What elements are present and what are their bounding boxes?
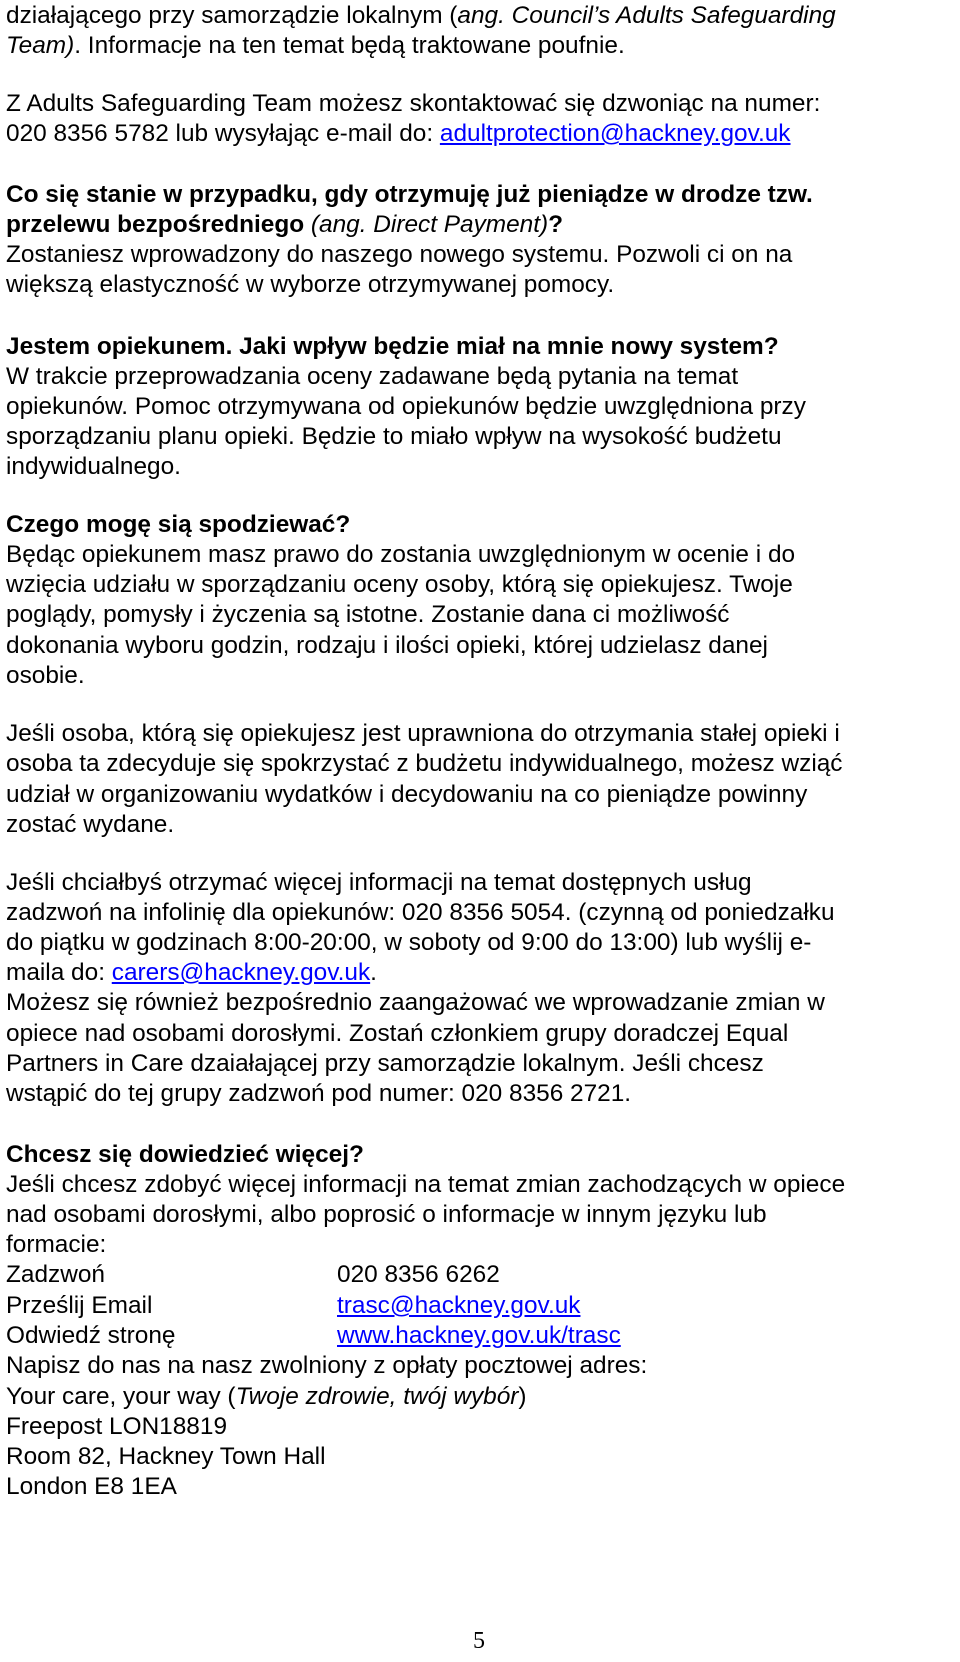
text-line [6, 1199, 767, 1230]
text-line [6, 718, 840, 749]
text: Możesz się również bezpośrednio zaangażować we wprowadzanie zmian w [6, 989, 825, 1016]
address-line [6, 1441, 325, 1472]
text: osobie. [6, 662, 85, 689]
text: Jeśli chcesz zdobyć więcej informacji na temat zmian zachodzących w opiece [6, 1171, 846, 1198]
text-line [6, 1350, 647, 1381]
text-italic: ang. Council’s Adults Safeguarding [457, 2, 836, 29]
text: maila do: [6, 959, 112, 986]
text-line [6, 451, 181, 482]
text-line [6, 1018, 788, 1049]
contact-row-web [6, 1320, 956, 1351]
text: do piątku w godzinach 8:00-20:00, w soboty od 9:00 do 13:00) lub wyślij e- [6, 929, 812, 956]
text: Your care, your way ( [6, 1383, 236, 1410]
contact-label: Odwiedź stronę [6, 1322, 176, 1349]
text: ) [518, 1383, 527, 1410]
text-line [6, 30, 625, 61]
adultprotection-email-link[interactable]: adultprotection@hackney.gov.uk [439, 120, 791, 147]
contact-label: Prześlij Email [6, 1292, 153, 1319]
section-heading [6, 1139, 364, 1170]
contact-label: Zadzwoń [6, 1261, 105, 1288]
text: opiece nad osobami dorosłymi. Zostań członkiem grupy doradczej Equal [6, 1020, 789, 1047]
text-italic: Twoje zdrowie, twój wybór [235, 1383, 519, 1410]
text-line [6, 630, 768, 661]
section-heading [6, 331, 779, 362]
section-heading [6, 179, 813, 210]
text: wstąpić do tej grupy zadzwoń pod numer: 020 8356 2721. [6, 1080, 632, 1107]
text: zadzwoń na infolinię dla opiekunów: 020 8356 5054. (czynną od poniedzałku [6, 899, 835, 926]
text: osoba ta zdecyduje się spokrzystać z budżetu indywidualnego, możesz wziąć [6, 750, 843, 777]
heading-text-italic: (ang. Direct Payment) [304, 211, 549, 238]
text-line [6, 0, 836, 31]
text: Będąc opiekunem masz prawo do zostania uwzględnionym w ocenie i do [6, 541, 796, 568]
text: opiekunów. Pomoc otrzymywana od opiekunów będzie uwzględniona przy [6, 393, 806, 420]
text-line [6, 1229, 106, 1260]
website-link[interactable]: www.hackney.gov.uk/trasc [337, 1322, 621, 1349]
address-line [6, 1471, 177, 1502]
text: Room 82, Hackney Town Hall [6, 1443, 326, 1470]
section-heading [6, 209, 563, 240]
text-line [6, 539, 795, 570]
text-line [6, 1048, 764, 1079]
text: nad osobami dorosłymi, albo poprosić o informacje w innym języku lub [6, 1201, 767, 1228]
text: Partners in Care dzaiałającej przy samorządzie lokalnym. Jeśli chcesz [6, 1050, 764, 1077]
heading-text: Jestem opiekunem. Jaki wpływ będzie miał na mnie nowy system? [6, 333, 779, 360]
section-heading [6, 509, 350, 540]
text-line [6, 867, 752, 898]
text-line [6, 809, 174, 840]
text-line [6, 927, 811, 958]
address-line [6, 1381, 527, 1412]
heading-text: ? [548, 211, 564, 238]
text-line [6, 1169, 845, 1200]
text-line [6, 569, 793, 600]
text: Z Adults Safeguarding Team możesz skontaktować się dzwoniąc na numer: [6, 90, 821, 117]
text-line [6, 599, 729, 630]
text-line [6, 897, 835, 928]
contact-row-email [6, 1290, 956, 1321]
heading-text: Co się stanie w przypadku, gdy otrzymuję już pieniądze w drodze tzw. [6, 181, 813, 208]
text: formacie: [6, 1231, 107, 1258]
text: zostać wydane. [6, 811, 175, 838]
text-line [6, 239, 792, 270]
text: udział w organizowaniu wydatków i decydowaniu na co pieniądze powinny [6, 781, 808, 808]
trasc-email-link[interactable]: trasc@hackney.gov.uk [337, 1292, 581, 1319]
text: Napisz do nas na nasz zwolniony z opłaty pocztowej adres: [6, 1352, 648, 1379]
text-line [6, 269, 614, 300]
text-line [6, 118, 791, 149]
text-line [6, 660, 85, 691]
text: działającego przy samorządzie lokalnym ( [6, 2, 458, 29]
carers-email-link[interactable]: carers@hackney.gov.uk [111, 959, 371, 986]
text: wzięcia udziału w sporządzaniu oceny osoby, którą się opiekujesz. Twoje [6, 571, 793, 598]
text-line [6, 748, 843, 779]
text-line [6, 88, 820, 119]
text-line [6, 957, 377, 988]
text: W trakcie przeprowadzania oceny zadawane będą pytania na temat [6, 363, 739, 390]
text: indywidualnego. [6, 453, 181, 480]
text: większą elastyczność w wyborze otrzymywanej pomocy. [6, 271, 615, 298]
text: Jeśli chciałbyś otrzymać więcej informacji na temat dostępnych usług [6, 869, 752, 896]
contact-phone: 020 8356 6262 [337, 1261, 500, 1288]
heading-text: przelewu bezpośredniego [6, 211, 305, 238]
text: . Informacje na ten temat będą traktowane poufnie. [74, 32, 625, 59]
address-line [6, 1411, 227, 1442]
text-line [6, 779, 807, 810]
text-line [6, 391, 806, 422]
text-line [6, 361, 738, 392]
text-italic: Team) [6, 32, 75, 59]
text: . [370, 959, 377, 986]
text: dokonania wyboru godzin, rodzaju i ilości opieki, której udzielasz danej [6, 632, 768, 659]
text: Jeśli osoba, którą się opiekujesz jest uprawniona do otrzymania stałej opieki i [6, 720, 840, 747]
text: poglądy, pomysły i życzenia są istotne. Zostanie dana ci możliwość [6, 601, 730, 628]
text: London E8 1EA [6, 1473, 177, 1500]
text-line [6, 421, 782, 452]
text-line [6, 1078, 631, 1109]
text-line [6, 987, 825, 1018]
page-number: 5 [473, 1628, 485, 1654]
heading-text: Chcesz się dowiedzieć więcej? [6, 1141, 364, 1168]
heading-text: Czego mogę sią spodziewać? [6, 511, 351, 538]
text: sporządzaniu planu opieki. Będzie to miało wpływ na wysokość budżetu [6, 423, 782, 450]
text: Zostaniesz wprowadzony do naszego nowego systemu. Pozwoli ci on na [6, 241, 793, 268]
contact-row-phone [6, 1259, 956, 1290]
text: Freepost LON18819 [6, 1413, 228, 1440]
text: 020 8356 5782 lub wysyłając e-mail do: [6, 120, 440, 147]
